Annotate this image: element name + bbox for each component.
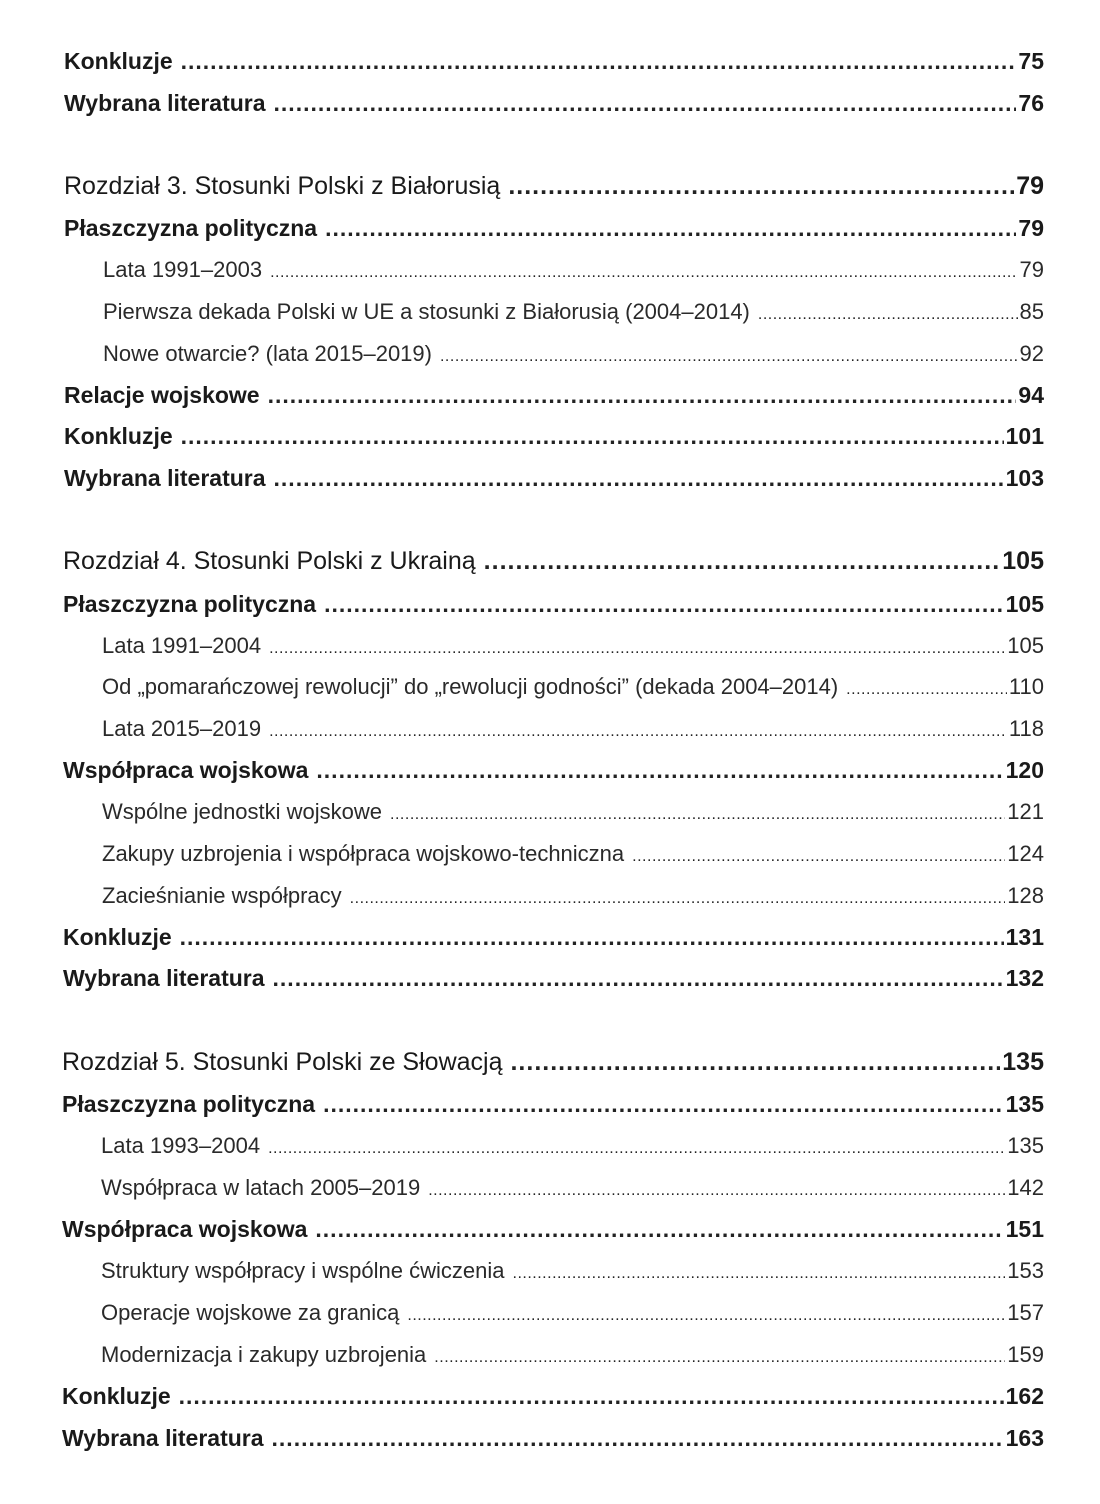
toc-page-number: 157 <box>1007 1300 1044 1325</box>
toc-entry-subsection <box>102 797 1044 830</box>
toc-entry-subsection <box>101 1256 1044 1289</box>
toc-page-number: 92 <box>1019 341 1044 366</box>
toc-entry-subsection <box>102 881 1044 914</box>
toc-entry-title: Współpraca wojskowa <box>63 757 309 783</box>
dot-leader <box>315 1214 1003 1244</box>
toc-entry-subsection <box>102 839 1044 872</box>
dot-leader <box>484 546 1001 576</box>
dot-leader <box>180 922 1004 952</box>
toc-entry-chapter <box>63 546 1044 576</box>
dot-leader <box>434 1343 1005 1373</box>
toc-page-number: 105 <box>1002 547 1044 575</box>
toc-page-number: 153 <box>1007 1258 1044 1283</box>
toc-page-number: 85 <box>1019 299 1044 324</box>
toc-page-number: 128 <box>1007 883 1044 908</box>
toc-entry-title: Rozdział 5. Stosunki Polski ze Słowacją <box>62 1048 503 1076</box>
toc-entry-section <box>64 213 1044 243</box>
toc-entry-section <box>64 463 1044 493</box>
toc-entry-subsection <box>101 1298 1044 1331</box>
toc-page-number: 159 <box>1007 1342 1044 1367</box>
toc-entry-title: Relacje wojskowe <box>64 382 260 408</box>
toc-entry-subsection <box>102 714 1044 747</box>
dot-leader <box>181 46 1017 76</box>
toc-entry-title: Lata 2015–2019 <box>102 716 262 741</box>
toc-entry-title: Współpraca wojskowa <box>62 1216 308 1242</box>
dot-leader <box>407 1301 1005 1331</box>
toc-page-number: 131 <box>1005 924 1044 950</box>
dot-leader <box>428 1176 1005 1206</box>
dot-leader <box>324 589 1004 619</box>
toc-page-number: 142 <box>1007 1175 1044 1200</box>
toc-entry-subsection <box>102 672 1044 705</box>
toc-entry-chapter <box>62 1047 1044 1077</box>
toc-entry-subsection <box>101 1173 1044 1206</box>
dot-leader <box>632 842 1005 872</box>
dot-leader <box>513 1259 1006 1289</box>
toc-entry-section <box>63 963 1044 993</box>
dot-leader <box>274 88 1017 118</box>
dot-leader <box>273 963 1004 993</box>
toc-entry-title: Lata 1993–2004 <box>101 1133 261 1158</box>
toc-page-number: 110 <box>1008 674 1044 699</box>
toc-entry-subsection <box>103 339 1044 372</box>
toc-page-number: 132 <box>1005 965 1044 991</box>
dot-leader <box>510 1047 1000 1077</box>
toc-page-number: 124 <box>1007 841 1044 866</box>
toc-entry-subsection <box>101 1340 1044 1373</box>
toc-entry-title: Rozdział 3. Stosunki Polski z Białorusią <box>64 172 501 200</box>
dot-leader <box>268 1134 1005 1164</box>
dot-leader <box>758 300 1018 330</box>
toc-entry-section <box>62 1214 1044 1244</box>
toc-entry-title: Zakupy uzbrojenia i współpraca wojskowo-techniczna <box>102 841 625 866</box>
toc-entry-title: Lata 1991–2003 <box>103 257 263 282</box>
toc-entry-title: Konkluzje <box>64 48 173 74</box>
toc-entry-title: Konkluzje <box>63 924 172 950</box>
toc-entry-chapter <box>64 171 1044 201</box>
toc-entry-title: Konkluzje <box>64 423 173 449</box>
toc-entry-title: Rozdział 4. Stosunki Polski z Ukrainą <box>63 547 476 575</box>
toc-entry-section <box>64 46 1044 76</box>
toc-entry-title: Współpraca w latach 2005–2019 <box>101 1175 421 1200</box>
toc-entry-title: Nowe otwarcie? (lata 2015–2019) <box>103 341 432 366</box>
toc-entry-title: Wybrana literatura <box>63 965 265 991</box>
toc-entry-section <box>64 380 1044 410</box>
toc-page-number: 105 <box>1007 633 1044 658</box>
toc-entry-title: Płaszczyzna polityczna <box>63 591 317 617</box>
toc-page-number: 103 <box>1005 465 1044 491</box>
toc-entry-title: Wybrana literatura <box>64 465 266 491</box>
dot-leader <box>274 463 1004 493</box>
dot-leader <box>179 1381 1004 1411</box>
dot-leader <box>270 258 1017 288</box>
toc-entry-title: Zacieśnianie współpracy <box>102 883 342 908</box>
toc-entry-title: Konkluzje <box>62 1383 171 1409</box>
toc-page-number: 79 <box>1016 172 1044 200</box>
dot-leader <box>272 1423 1004 1453</box>
toc-page-number: 121 <box>1007 799 1044 824</box>
dot-leader <box>440 342 1018 372</box>
toc-entry-section <box>63 589 1044 619</box>
dot-leader <box>350 884 1006 914</box>
toc-entry-title: Wspólne jednostki wojskowe <box>102 799 383 824</box>
toc-page-number: 105 <box>1005 591 1044 617</box>
toc-page-number: 162 <box>1005 1383 1044 1409</box>
toc-entry-subsection <box>101 1131 1044 1164</box>
dot-leader <box>325 213 1016 243</box>
toc-page-number: 75 <box>1018 48 1044 74</box>
toc-page-number: 135 <box>1005 1091 1044 1117</box>
toc-entry-subsection <box>103 297 1044 330</box>
toc-page-number: 120 <box>1005 757 1044 783</box>
dot-leader <box>268 380 1017 410</box>
toc-entry-section <box>62 1381 1044 1411</box>
dot-leader <box>846 675 1007 705</box>
toc-entry-title: Płaszczyzna polityczna <box>64 215 318 241</box>
toc-entry-title: Struktury współpracy i wspólne ćwiczenia <box>101 1258 505 1283</box>
toc-entry-subsection <box>102 631 1044 664</box>
toc-entry-title: Wybrana literatura <box>62 1425 264 1451</box>
toc-page-number: 163 <box>1005 1425 1044 1451</box>
dot-leader <box>390 800 1005 830</box>
toc-page-number: 135 <box>1002 1048 1044 1076</box>
toc-entry-title: Wybrana literatura <box>64 90 266 116</box>
toc-page-number: 151 <box>1005 1216 1044 1242</box>
toc-entry-title: Od „pomarańczowej rewolucji” do „rewolucji godności” (dekada 2004–2014) <box>102 674 839 699</box>
toc-entry-section <box>64 88 1044 118</box>
toc-page-number: 79 <box>1019 257 1044 282</box>
toc-entry-section <box>64 421 1044 451</box>
dot-leader <box>181 421 1004 451</box>
toc-entry-subsection <box>103 255 1044 288</box>
toc-page-number: 101 <box>1005 423 1044 449</box>
toc-entry-section <box>62 1423 1044 1453</box>
dot-leader <box>269 717 1007 747</box>
toc-entry-section <box>62 1089 1044 1119</box>
toc-page-number: 94 <box>1018 382 1044 408</box>
toc-page-number: 79 <box>1018 215 1044 241</box>
toc-entry-section <box>63 922 1044 952</box>
toc-entry-title: Lata 1991–2004 <box>102 633 262 658</box>
toc-entry-title: Płaszczyzna polityczna <box>62 1091 316 1117</box>
toc-entry-title: Modernizacja i zakupy uzbrojenia <box>101 1342 427 1367</box>
toc-entry-title: Operacje wojskowe za granicą <box>101 1300 400 1325</box>
toc-entry-title: Pierwsza dekada Polski w UE a stosunki z Białorusią (2004–2014) <box>103 299 750 324</box>
toc-page-number: 135 <box>1007 1133 1044 1158</box>
toc-page-number: 76 <box>1018 90 1044 116</box>
toc-entry-section <box>63 755 1044 785</box>
dot-leader <box>269 634 1005 664</box>
toc-page-number: 118 <box>1008 716 1044 741</box>
dot-leader <box>508 171 1014 201</box>
dot-leader <box>316 755 1003 785</box>
dot-leader <box>323 1089 1004 1119</box>
